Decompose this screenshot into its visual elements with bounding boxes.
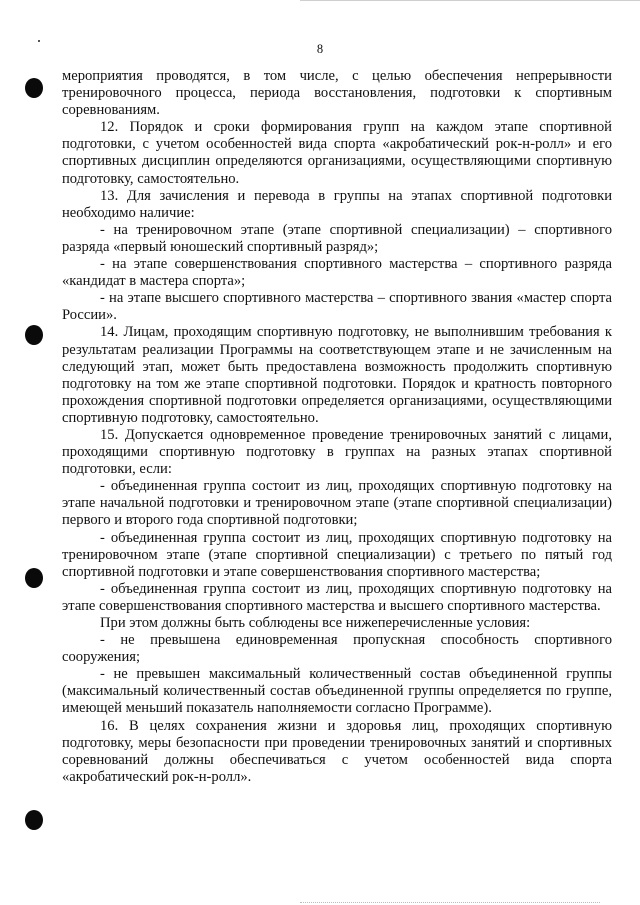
body-text [62,68,612,786]
page-number: 8 [316,42,324,56]
list-item: - на этапе высшего спортивного мастерства – спортивного звания «мастер спорта России». [62,290,612,324]
list-item: - объединенная группа состоит из лиц, проходящих спортивную подготовку на тренировочном этапе (этапе спортивной специализации) с третьего по пятый год спортивной подготовки и этапе совершенствования спортивного мастерства; [62,529,612,580]
list-item: - не превышена единовременная пропускная способность спортивного сооружения; [62,632,612,666]
binder-hole [25,810,43,830]
paragraph: При этом должны быть соблюдены все нижеперечисленные условия: [100,615,531,631]
scan-edge-line [300,0,640,1]
paragraph: 13. Для зачисления и перевода в группы на этапах спортивной подготовки необходимо наличие: [62,187,612,221]
paragraph: мероприятия проводятся, в том числе, с целью обеспечения непрерывности тренировочного процесса, периода восстановления, подготовки к спортивным соревнованиям. [62,68,612,119]
list-item: - не превышен максимальный количественный состав объединенной группы (максимальный количественный состав объединенной группы определяется по группе, имеющей меньший показатель наполняемости согласно Программе). [62,666,612,717]
list-item: - объединенная группа состоит из лиц, проходящих спортивную подготовку на этапе совершенствования спортивного мастерства и высшего спортивного мастерства. [62,580,612,614]
binder-hole [25,78,43,98]
paragraph: 12. Порядок и сроки формирования групп на каждом этапе спортивной подготовки, с учетом особенностей вида спорта «акробатический рок-н-ролл» и его спортивных дисциплин определяются организациями, осуществляющими спортивную подготовку, самостоятельно. [62,119,612,187]
binder-hole [25,568,43,588]
list-item: - на тренировочном этапе (этапе спортивной специализации) – спортивного разряда «первый юношеский спортивный разряд»; [62,221,612,255]
paragraph: 16. В целях сохранения жизни и здоровья лиц, проходящих спортивную подготовку, меры безопасности при проведении тренировочных занятий и спортивных соревнований должны обеспечиваться с учетом особенностей вида спорта «акробатический рок-н-ролл». [62,717,612,785]
list-item: - объединенная группа состоит из лиц, проходящих спортивную подготовку на этапе начальной подготовки и тренировочном этапе (этапе спортивной специализации) первого и второго года спортивной подготовки; [62,478,612,529]
list-item: - на этапе совершенствования спортивного мастерства – спортивного разряда «кандидат в мастера спорта»; [62,256,612,290]
binder-hole [25,325,43,345]
scan-edge-line [300,902,600,904]
paragraph: 15. Допускается одновременное проведение тренировочных занятий с лицами, проходящими спортивную подготовку в группах на разных этапах спортивной подготовки, если: [62,426,612,478]
paragraph: 14. Лицам, проходящим спортивную подготовку, не выполнившим требования к результатам реализации Программы на соответствующем этапе и не зачисленным на следующий этап, может быть предоставлена возможность продолжить спортивную подготовку на том же этапе спортивной подготовки. Порядок и кратность повторного прохождения спортивной подготовки определяется организациями, осуществляющими спортивную подготовку, самостоятельно. [62,324,612,426]
